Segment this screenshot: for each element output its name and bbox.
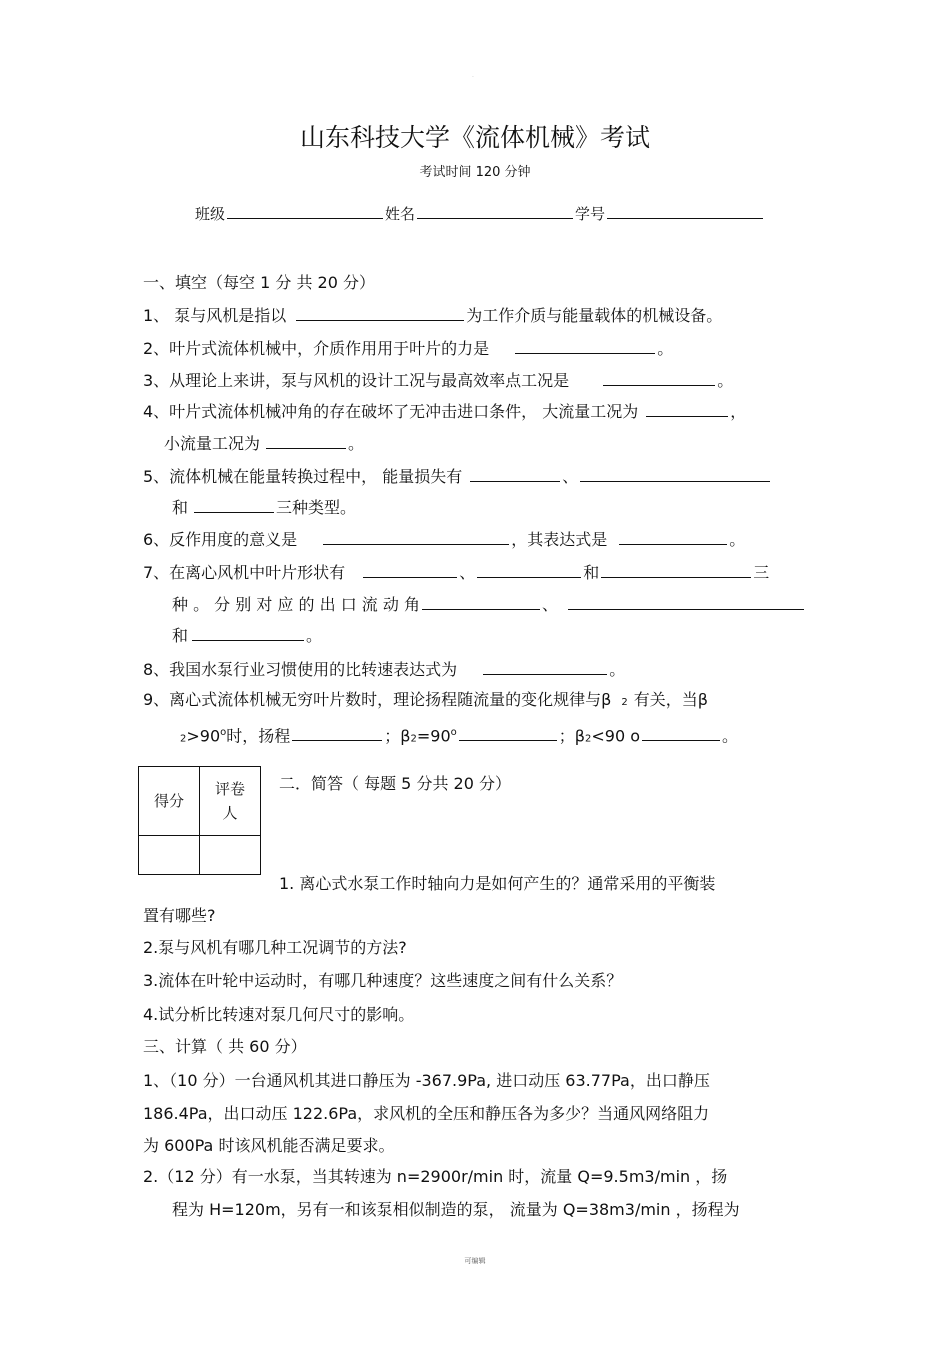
score-cell[interactable] (139, 836, 200, 875)
blank[interactable] (646, 401, 728, 417)
section2-question-2: 2.泵与风机有哪几种工况调节的方法? (143, 938, 407, 957)
blank[interactable] (266, 433, 346, 449)
question-1-4-cont: 小流量工况为 。 (164, 434, 365, 453)
grader-label: 评卷 人 (200, 767, 261, 836)
section2-question-1: 1. 离心式水泵工作时轴向力是如何产生的？通常采用的平衡装 (279, 874, 716, 893)
blank[interactable] (470, 466, 560, 482)
blank[interactable] (483, 659, 607, 675)
section3-heading: 三、计算（ 共 60 分） (143, 1037, 307, 1056)
blank[interactable] (568, 594, 804, 610)
score-label: 得分 (139, 767, 200, 836)
question-1-8: 8、我国水泵行业习惯使用的比转速表达式为 。 (143, 660, 626, 679)
id-label: 学号 (575, 205, 606, 223)
question-1-5: 5、流体机械在能量转换过程中， 能量损失有 、 (143, 466, 772, 488)
student-info-row (195, 203, 765, 224)
section3-question-1-cont: 186.4Pa，出口动压 122.6Pa，求风机的全压和静压各为多少？当通风网络阻力 (143, 1104, 710, 1123)
blank[interactable] (292, 725, 382, 741)
section3-question-1: 1、（10 分）一台通风机其进口静压为 -367.9Pa, 进口动压 63.77Pa，出口静压 (143, 1071, 710, 1090)
question-1-3: 3、从理论上来讲，泵与风机的设计工况与最高效率点工况是 。 (143, 371, 734, 390)
exam-time: 考试时间 120 分钟 (419, 165, 531, 180)
blank[interactable] (515, 338, 655, 354)
question-1-1: 1、 泵与风机是指以 为工作介质与能量载体的机械设备。 (143, 306, 723, 325)
name-blank[interactable] (417, 203, 573, 219)
name-label: 姓名 (385, 205, 416, 223)
question-1-6: 6、反作用度的意义是 ，其表达式是 。 (143, 530, 746, 549)
blank[interactable] (363, 562, 457, 578)
section3-question-1-cont2: 为 600Pa 时该风机能否满足要求。 (143, 1136, 395, 1155)
section2-question-4: 4.试分析比转速对泵几何尺寸的影响。 (143, 1005, 415, 1024)
blank[interactable] (619, 529, 727, 545)
section2-question-1-cont: 置有哪些? (143, 906, 216, 925)
question-1-7-cont2: 和 。 (172, 626, 323, 645)
footer-note: 可编辑 (464, 1257, 486, 1265)
class-blank[interactable] (227, 203, 383, 219)
blank[interactable] (194, 497, 274, 513)
question-1-9: 9、离心式流体机械无穷叶片数时，理论扬程随流量的变化规律与β 2 有关，当β (143, 690, 708, 709)
exam-title: 山东科技大学《流体机械》考试 (299, 123, 650, 152)
question-1-4: 4、叶片式流体机械冲角的存在破坏了无冲击进口条件， 大流量工况为 ， (143, 402, 747, 421)
id-blank[interactable] (607, 203, 763, 219)
blank[interactable] (477, 562, 581, 578)
blank[interactable] (601, 562, 751, 578)
section1-heading: 一、填空（每空 1 分 共 20 分） (143, 273, 375, 292)
blank[interactable] (296, 305, 464, 321)
blank[interactable] (459, 725, 557, 741)
class-label: 班级 (195, 205, 226, 223)
blank[interactable] (603, 370, 715, 386)
section2-question-3: 3.流体在叶轮中运动时，有哪几种速度？这些速度之间有什么关系？ (143, 971, 623, 990)
blank[interactable] (642, 725, 720, 741)
question-1-2: 2、叶片式流体机械中，介质作用用于叶片的力是 。 (143, 339, 674, 358)
score-table (138, 766, 261, 875)
blank[interactable] (422, 594, 540, 610)
blank[interactable] (580, 466, 770, 482)
blank[interactable] (323, 529, 509, 545)
question-1-9-cont: $2>90^o$时，扬程 ；$\beta 2=90^o$ ；β2<90 o 。 (180, 726, 739, 746)
section3-question-2-cont: 程为 H=120m，另有一和该泵相似制造的泵， 流量为 Q=38m3/min ，扬程为 (172, 1200, 740, 1219)
question-1-7: 7、在离心风机中叶片形状有 、 和 三 (143, 563, 770, 582)
blank[interactable] (192, 625, 304, 641)
grader-cell[interactable] (200, 836, 261, 875)
question-1-5-cont: 和 三种类型。 (172, 498, 357, 517)
top-dot: . (472, 72, 474, 79)
question-1-7-cont: 种 。 分 别 对 应 的 出 口 流 动 角 、 (172, 594, 806, 616)
section2-heading: 二．简答（ 每题 5 分共 20 分） (279, 774, 511, 793)
section3-question-2: 2.（12 分）有一水泵，当其转速为 n=2900r/min 时，流量 Q=9.5m3/min ，扬 (143, 1167, 728, 1186)
